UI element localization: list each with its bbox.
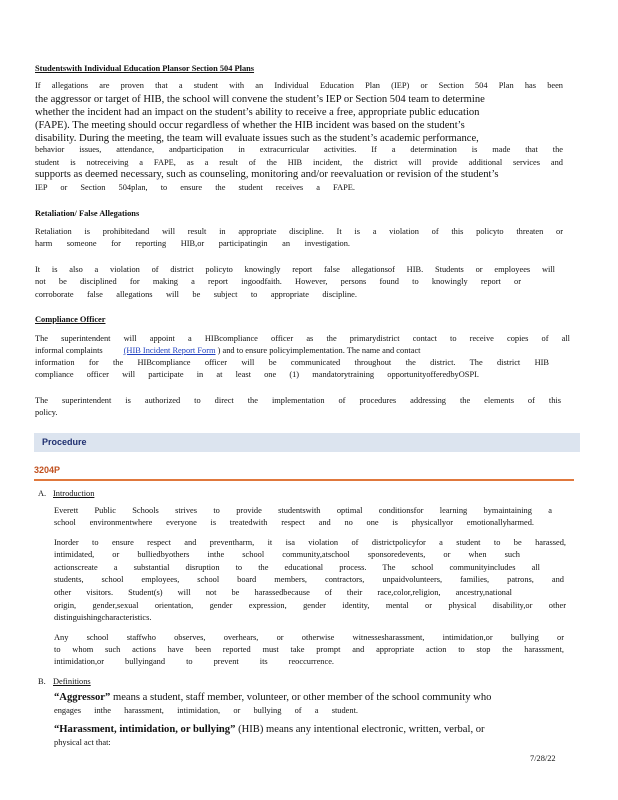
def-aggressor-line-2: engages inthe harassment, intimidation, or bullying of a student. (54, 706, 358, 715)
def-aggressor-text: means a student, staff member, volunteer, or other member of the school community who (112, 692, 492, 703)
students-line-7: student is notreceiving a FAPE, as a result of the HIB incident, the district will provide additional services and (35, 158, 563, 167)
students-iep-heading: Studentswith Individual Education Plansor Section 504 Plans (35, 64, 255, 73)
def-hib-line-2: physical act that: (54, 738, 111, 747)
students-line-9: IEP or Section 504plan, to ensure the student receives a FAPE. (35, 183, 355, 192)
compliance-p1-line-3: information for the HIBcompliance officer will be communicated throughout the district. The district HIB (35, 358, 549, 367)
intro-p1-line-1: Everett Public Schools strives to provide studentswith optimal conditionsfor learning bymaintaining a (54, 506, 552, 515)
procedure-label: Procedure (42, 437, 87, 447)
compliance-p1-line-1: The superintendent will appoint a HIBcompliance officer as the primarydistrict contact to receive copies of all (35, 334, 570, 343)
compliance-officer-heading: Compliance Officer (35, 315, 106, 324)
intro-letter: A. (38, 489, 47, 498)
intro-p3-line-1: Any school staffwho observes, overhears, or otherwise witnessesharassment, intimidation,or bullying or (54, 633, 564, 642)
def-hib-term: “Harassment, intimidation, or bullying” (54, 724, 236, 735)
retaliation-p2-line-3: corroborate false allegations will be subject to appropriate discipline. (35, 290, 357, 299)
intro-p2-line-1: Inorder to ensure respect and preventharm, it isa violation of districtpolicyfor a student to be harassed, (54, 538, 566, 547)
students-line-6: behavior issues, attendance, andparticipation in extracurricular activities. If a determination is made that the (35, 145, 563, 154)
compliance-p1-line-4: compliance officer will participate in at least one (1) mandatorytraining opportunityofferedbyOSPI. (35, 370, 479, 379)
def-aggressor (54, 692, 491, 704)
retaliation-p1-line-2: harm someone for reporting HIB,or participatingin an investigation. (35, 239, 350, 248)
compliance-p2-line-2: policy. (35, 408, 58, 417)
footer-date: 7/28/22 (530, 754, 556, 763)
definitions-letter: B. (38, 677, 46, 686)
students-line-3: whether the incident had an impact on the student’s ability to receive a free, appropriate public education (35, 107, 480, 118)
def-aggressor-term: “Aggressor” (54, 692, 111, 703)
retaliation-heading: Retaliation/ False Allegations (35, 209, 140, 218)
procedure-banner (34, 433, 580, 452)
students-line-5: disability. During the meeting, the team will evaluate issues such as the student’s academic performance, (35, 133, 479, 144)
compliance-line-2-end: ) and to ensure policyimplementation. The name and contact (217, 346, 421, 355)
students-line-2: the aggressor or target of HIB, the school will convene the student’s IEP or Section 504 team to determine (35, 94, 485, 105)
intro-p2-line-7: distinguishingcharacteristics. (54, 613, 152, 622)
intro-p2-line-5: other visitors. Student(s) will not be harassedbecause of their race,color,religion, ancestry,national (54, 588, 512, 597)
compliance-p1-line-2 (35, 346, 420, 356)
retaliation-p2-line-1: It is also a violation of district policyto knowingly report false allegationsof HIB. Students or employees will (35, 265, 555, 274)
intro-p2-line-4: students, school employees, school board members, contractors, unpaidvolunteers, families, patrons, and (54, 575, 564, 584)
procedure-divider (34, 479, 574, 481)
students-line-8: supports as deemed necessary, such as counseling, monitoring and/or reevaluation or revision of the student’s (35, 169, 499, 180)
def-hib (54, 724, 485, 736)
students-line-1: If allegations are proven that a student with an Individual Education Plan (IEP) or Section 504 Plan has been (35, 81, 563, 90)
intro-heading: Introduction (53, 489, 95, 498)
intro-p2-line-3: actionscreate a substantial disruption to the educational process. The school communityincludes all (54, 563, 540, 572)
intro-p3-line-3: intimidation,or bullyingand to prevent its reoccurrence. (54, 657, 334, 666)
students-line-4: (FAPE). The meeting should occur regardless of whether the HIB incident was based on the student’s (35, 120, 465, 131)
intro-p2-line-6: origin, gender,sexual orientation, gender expression, gender identity, mental or physical disability,or other (54, 601, 566, 610)
intro-p1-line-2: school environmentwhere everyone is treatedwith respect and no one is physicallyor emotionallyharmed. (54, 518, 534, 527)
compliance-p2-line-1: The superintendent is authorized to direct the implementation of procedures addressing the elements of this (35, 396, 561, 405)
retaliation-p2-line-2: not be disciplined for making a report ingoodfaith. However, persons found to knowingly report or (35, 277, 521, 286)
def-hib-text: (HIB) means any intentional electronic, written, verbal, or (238, 724, 485, 735)
definitions-heading: Definitions (53, 677, 91, 686)
intro-p3-line-2: to whom such actions have been reported must take prompt and appropriate action to stop the harassment, (54, 645, 564, 654)
intro-p2-line-2: intimidated, or bulliedbyothers inthe school community,atschool sponsoredevents, or when such (54, 550, 520, 559)
hib-incident-report-form-link[interactable]: (HIB Incident Report Form (123, 346, 216, 355)
retaliation-p1-line-1: Retaliation is prohibitedand will result in appropriate discipline. It is a violation of this policyto threaten or (35, 227, 563, 236)
compliance-line-2-start: informal complaints (35, 346, 103, 355)
procedure-code: 3204P (34, 465, 61, 475)
